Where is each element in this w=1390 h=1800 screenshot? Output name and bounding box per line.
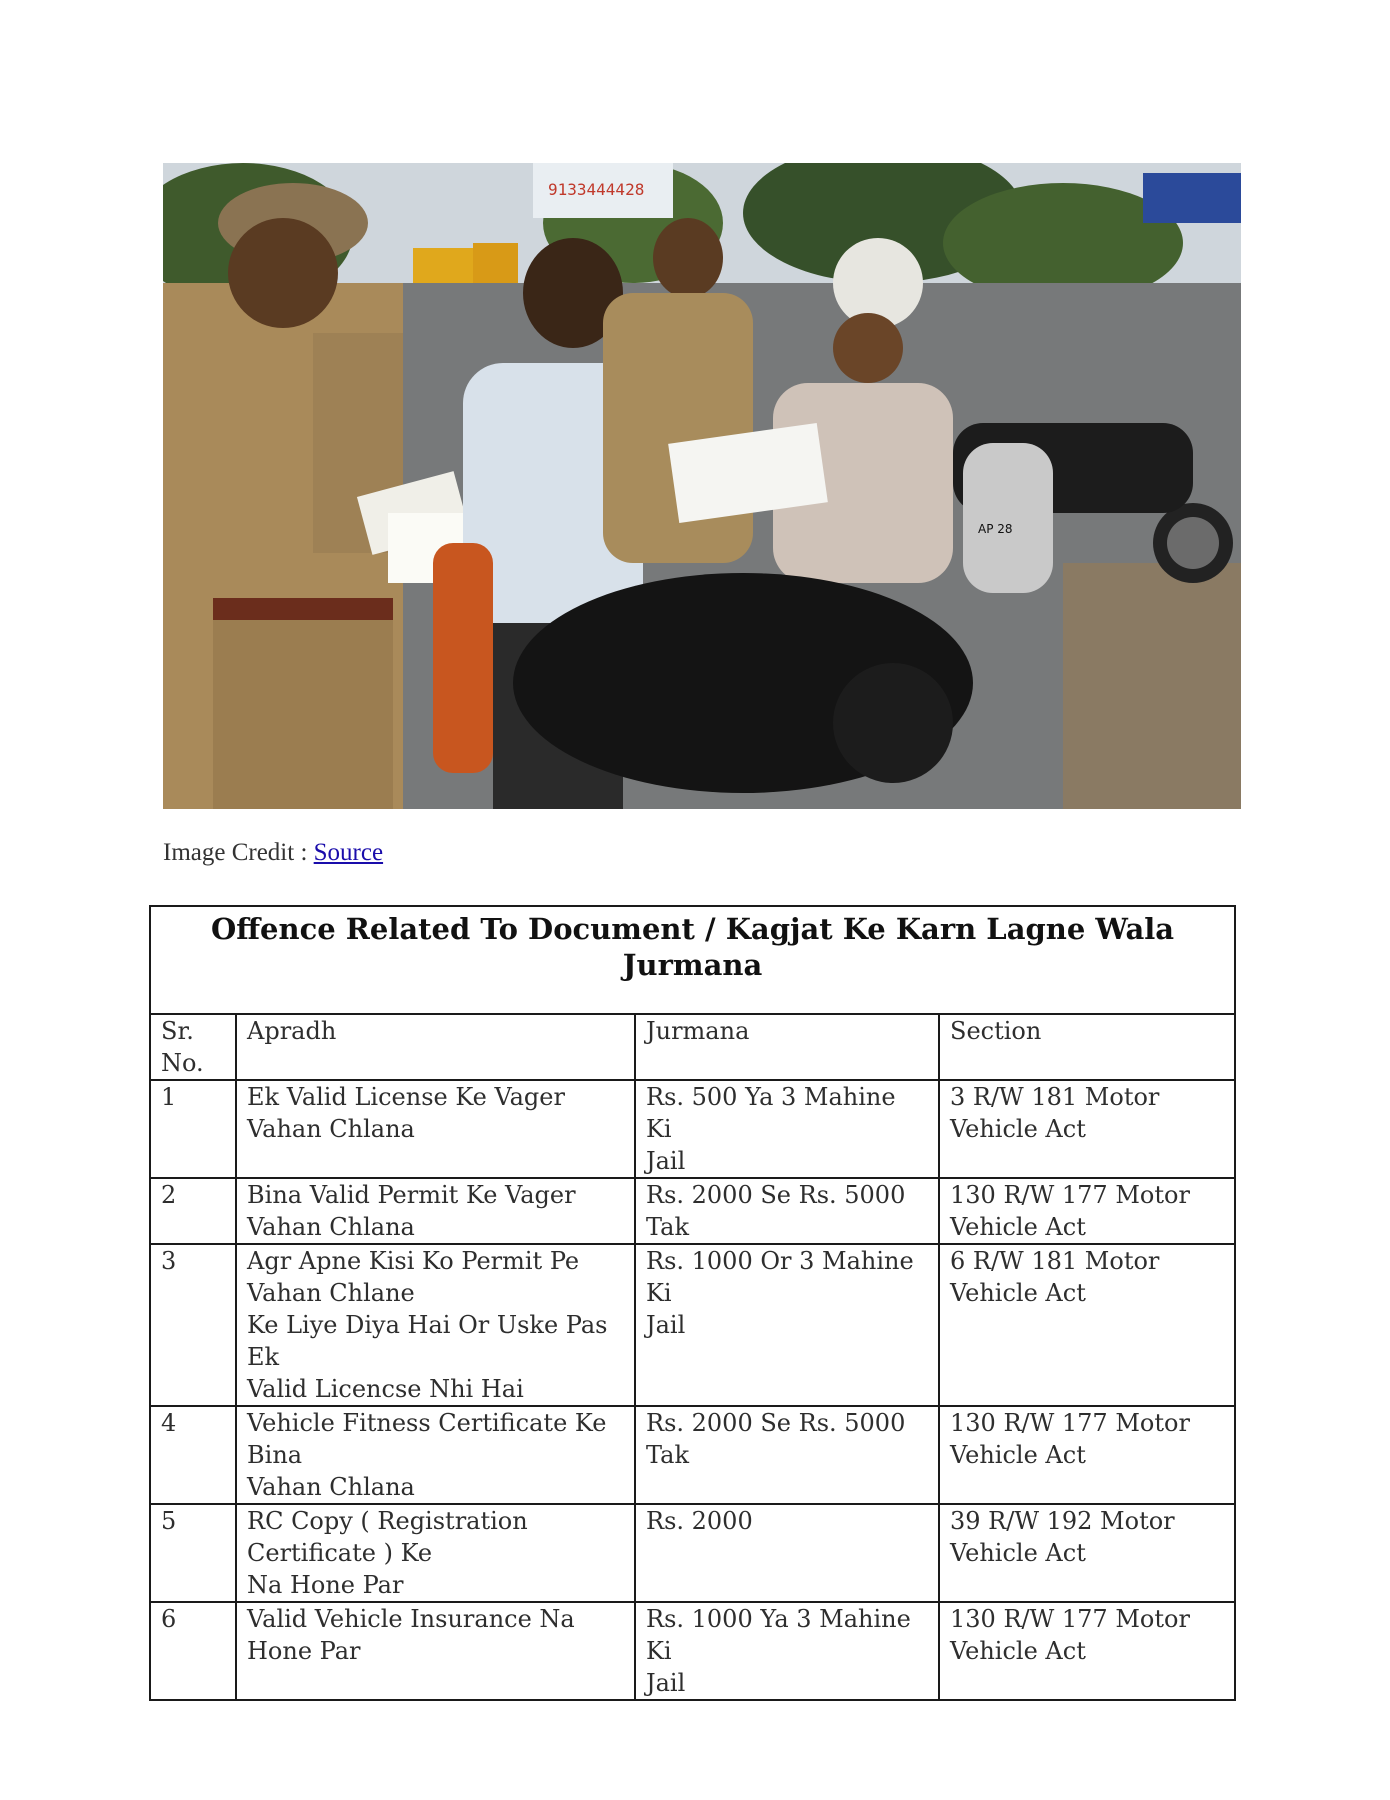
header-section: Section — [939, 1014, 1235, 1080]
cell-sr-no: 3 — [150, 1244, 236, 1406]
cell-section: 130 R/W 177 Motor Vehicle Act — [939, 1406, 1235, 1504]
table-row — [150, 1244, 1235, 1406]
cell-jurmana: Rs. 2000 Se Rs. 5000 Tak — [635, 1406, 939, 1504]
cell-jurmana: Rs. 1000 Ya 3 Mahine Ki Jail — [635, 1602, 939, 1700]
cell-sr-no: 5 — [150, 1504, 236, 1602]
header-apradh: Apradh — [236, 1014, 635, 1080]
table-title-row — [150, 906, 1235, 1014]
plate-text: AP 28 — [978, 522, 1013, 536]
cell-apradh: Ek Valid License Ke Vager Vahan Chlana — [236, 1080, 635, 1178]
table-header-row — [150, 1014, 1235, 1080]
header-sr-no: Sr. No. — [150, 1014, 236, 1080]
billboard-number: 9133444428 — [548, 180, 645, 199]
image-credit — [163, 838, 383, 868]
cell-section: 130 R/W 177 Motor Vehicle Act — [939, 1602, 1235, 1700]
cell-section: 39 R/W 192 Motor Vehicle Act — [939, 1504, 1235, 1602]
image-credit-label: Image Credit : — [163, 839, 314, 866]
cell-section: 3 R/W 181 Motor Vehicle Act — [939, 1080, 1235, 1178]
cell-sr-no: 1 — [150, 1080, 236, 1178]
cell-apradh: Bina Valid Permit Ke Vager Vahan Chlana — [236, 1178, 635, 1244]
cell-jurmana: Rs. 500 Ya 3 Mahine Ki Jail — [635, 1080, 939, 1178]
cell-sr-no: 6 — [150, 1602, 236, 1700]
cell-jurmana: Rs. 2000 Se Rs. 5000 Tak — [635, 1178, 939, 1244]
cell-apradh: RC Copy ( Registration Certificate ) Ke Na Hone Par — [236, 1504, 635, 1602]
cell-sr-no: 2 — [150, 1178, 236, 1244]
cell-section: 130 R/W 177 Motor Vehicle Act — [939, 1178, 1235, 1244]
header-jurmana: Jurmana — [635, 1014, 939, 1080]
table-row — [150, 1080, 1235, 1178]
cell-apradh: Vehicle Fitness Certificate Ke Bina Vahan Chlana — [236, 1406, 635, 1504]
cell-jurmana: Rs. 1000 Or 3 Mahine Ki Jail — [635, 1244, 939, 1406]
traffic-police-photo — [163, 163, 1241, 809]
table-title: Offence Related To Document / Kagjat Ke Karn Lagne Wala Jurmana — [150, 906, 1235, 1014]
cell-apradh: Agr Apne Kisi Ko Permit Pe Vahan Chlane Ke Liye Diya Hai Or Uske Pas Ek Valid Licencse Nhi Hai — [236, 1244, 635, 1406]
fines-table — [149, 905, 1236, 1701]
source-link[interactable]: Source — [313, 839, 384, 866]
table-row — [150, 1602, 1235, 1700]
table-row — [150, 1504, 1235, 1602]
cell-jurmana: Rs. 2000 — [635, 1504, 939, 1602]
table-row — [150, 1178, 1235, 1244]
cell-apradh: Valid Vehicle Insurance Na Hone Par — [236, 1602, 635, 1700]
cell-sr-no: 4 — [150, 1406, 236, 1504]
table-row — [150, 1406, 1235, 1504]
cell-section: 6 R/W 181 Motor Vehicle Act — [939, 1244, 1235, 1406]
